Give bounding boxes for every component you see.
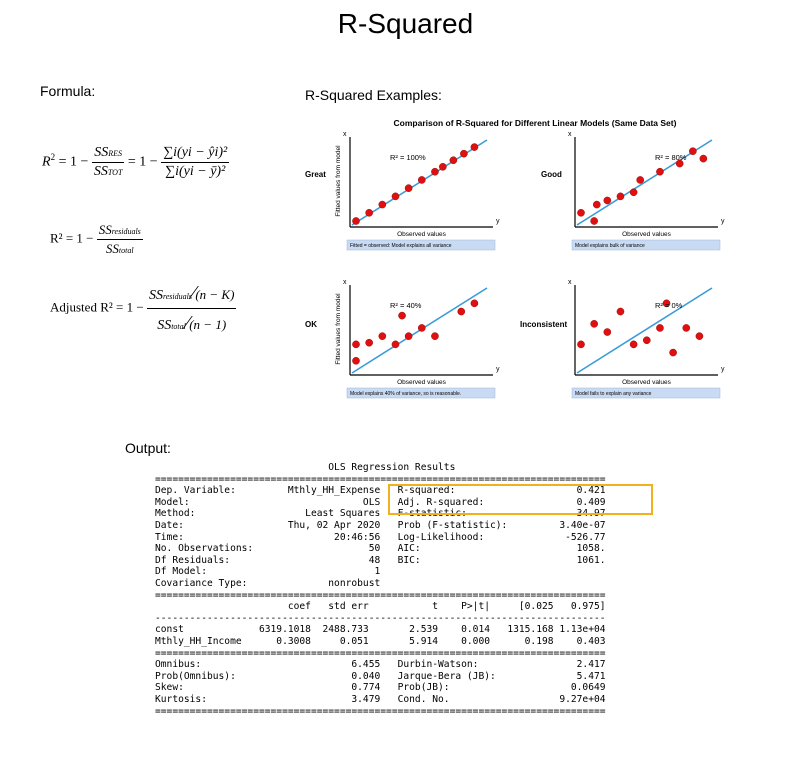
formula2-num: SS xyxy=(98,222,112,237)
r-squared-formula: $R^2 = 1$ − $\frac{\text{SSRES}}{\text{SSTOT}}$ = 1 − $\frac{\text{∑i(yi − ŷi)²}}{\text{∑i(yi − ȳ)²}}$ xyxy=(42,145,228,179)
ols-rule: ============================================================================== xyxy=(155,647,606,659)
axis-letter-y-1: x xyxy=(568,131,572,138)
data-point-3-9 xyxy=(683,324,690,331)
data-point-0-1 xyxy=(366,209,373,216)
data-point-0-2 xyxy=(379,201,386,208)
formula2-fraction xyxy=(97,222,143,257)
panel-label-0: Great xyxy=(305,170,326,179)
data-point-3-2 xyxy=(604,328,611,335)
fit-line-3 xyxy=(577,288,712,373)
data-point-2-0 xyxy=(352,357,359,364)
r-squared-highlight-box xyxy=(388,484,653,515)
formula3-den: SS xyxy=(157,318,172,333)
data-point-0-5 xyxy=(418,176,425,183)
formula-r: R xyxy=(42,154,51,170)
data-point-1-6 xyxy=(637,176,644,183)
equals-one-minus: = 1 − xyxy=(127,154,158,170)
caption-text-0: Fitted = observed: Model explains all variance xyxy=(350,243,452,249)
axis-letter-x-2: y xyxy=(496,366,500,373)
axis-letter-x-3: y xyxy=(721,366,725,373)
ss-ratio-fraction xyxy=(92,145,125,180)
caption-text-1: Model explains bulk of variance xyxy=(575,243,645,249)
adjusted-r-squared-formula xyxy=(50,282,236,335)
data-point-3-3 xyxy=(617,308,624,315)
ols-diagnostic-row: Skew: 0.774 Prob(JB): 0.0649 xyxy=(155,682,606,694)
data-point-0-3 xyxy=(392,193,399,200)
caption-text-3: Model fails to explain any variance xyxy=(575,391,652,397)
data-point-3-8 xyxy=(670,349,677,356)
ols-summary-row: Df Model: 1 xyxy=(155,566,381,578)
ss-tot-label: SS xyxy=(93,164,108,179)
ols-rule: ============================================================================== xyxy=(155,473,606,485)
data-point-3-10 xyxy=(696,333,703,340)
r-squared-examples-chart xyxy=(305,115,730,415)
data-point-3-4 xyxy=(630,341,637,348)
r-squared-residual-formula xyxy=(50,222,143,257)
axis-letter-x-1: y xyxy=(721,218,725,225)
y-axis-label-0: Fitted values from model xyxy=(335,145,342,217)
data-point-0-10 xyxy=(471,144,478,151)
ols-coef-row: Mthly_HH_Income 0.3008 0.051 5.914 0.000 0.198 0.403 xyxy=(155,636,606,647)
data-point-2-9 xyxy=(458,308,465,315)
data-point-0-9 xyxy=(460,150,467,157)
ss-res-label: SS xyxy=(94,145,109,160)
sum-ratio-fraction xyxy=(161,145,229,180)
data-point-3-5 xyxy=(643,337,650,344)
ols-summary-row: No. Observations: 50 AIC: 1058. xyxy=(155,543,606,555)
ols-summary-row: Covariance Type: nonrobust xyxy=(155,578,381,589)
examples-heading: R-Squared Examples: xyxy=(305,87,442,103)
data-point-2-6 xyxy=(405,333,412,340)
ols-rule: ============================================================================== xyxy=(155,589,606,601)
page-title: R-Squared xyxy=(337,8,474,39)
ols-summary-row: Dep. Variable: Mthly_HH_Expense R-squared: 0.421 xyxy=(155,485,606,497)
x-axis-label-2: Observed values xyxy=(397,379,446,386)
r2-text-2: R² = 40% xyxy=(390,301,422,310)
formula2-den-sub: total xyxy=(118,246,134,255)
data-point-2-5 xyxy=(398,312,405,319)
axis-letter-y-0: x xyxy=(343,131,347,138)
axis-letter-y-3: x xyxy=(568,279,572,286)
ols-coef-row: const 6319.1018 2488.733 2.539 0.014 1315.168 1.13e+04 xyxy=(155,624,606,636)
ols-diagnostic-row: Prob(Omnibus): 0.040 Jarque-Bera (JB): 5.471 xyxy=(155,670,606,682)
data-point-2-10 xyxy=(471,300,478,307)
data-point-1-10 xyxy=(700,155,707,162)
ss-res-sub: RES xyxy=(108,149,123,158)
sum-denominator: ∑i(yi − ȳ)² xyxy=(165,164,226,179)
axis-letter-x-0: y xyxy=(496,218,500,225)
data-point-0-4 xyxy=(405,185,412,192)
ss-tot-sub: TOT xyxy=(107,168,123,177)
data-point-3-0 xyxy=(577,341,584,348)
sum-numerator: ∑i(yi − ŷi)² xyxy=(161,145,229,163)
ols-rule: ============================================================================== xyxy=(155,705,606,717)
formula3-fraction: $\frac{\text{SSresiduals⁄(n − K)}}{\text{SStotal⁄(n − 1)}}$ xyxy=(148,282,235,334)
data-point-0-7 xyxy=(439,163,446,170)
formula2-lhs: R² = 1 − xyxy=(50,230,94,246)
formula3-lhs: Adjusted R² = 1 − xyxy=(50,299,144,315)
formula-heading: Formula: xyxy=(40,83,96,99)
data-point-1-0 xyxy=(577,209,584,216)
data-point-1-4 xyxy=(617,193,624,200)
ols-summary-row: Date: Thu, 02 Apr 2020 Prob (F-statistic): 3.40e-07 xyxy=(155,520,606,531)
formula3-num-div: (n − K) xyxy=(195,287,235,302)
ols-summary-row: Time: 20:46:56 Log-Likelihood: -526.77 xyxy=(155,531,606,543)
data-point-2-7 xyxy=(418,324,425,331)
formula3-num-sub: residuals xyxy=(162,292,192,301)
x-axis-label-3: Observed values xyxy=(622,379,671,386)
data-point-1-7 xyxy=(656,168,663,175)
data-point-1-5 xyxy=(630,189,637,196)
axis-letter-y-2: x xyxy=(343,279,347,286)
data-point-1-9 xyxy=(689,148,696,155)
data-point-2-1 xyxy=(352,341,359,348)
r2-text-3: R² = 0% xyxy=(655,301,683,310)
data-point-2-4 xyxy=(392,341,399,348)
ols-coef-header: coef std err t P>|t| [0.025 0.975] xyxy=(155,601,606,613)
panel-label-1: Good xyxy=(541,170,562,179)
ols-diagnostic-row: Omnibus: 6.455 Durbin-Watson: 2.417 xyxy=(155,659,606,671)
data-point-1-3 xyxy=(604,197,611,204)
y-axis-label-2: Fitted values from model xyxy=(335,293,342,365)
data-point-1-1 xyxy=(591,217,598,224)
ols-diagnostic-row: Kurtosis: 3.479 Cond. No. 9.27e+04 xyxy=(155,694,606,705)
data-point-3-6 xyxy=(656,324,663,331)
r2-text-1: R² = 80% xyxy=(655,153,687,162)
formula2-num-sub: residuals xyxy=(111,227,141,236)
ols-summary-row: Model: OLS Adj. R-squared: 0.409 xyxy=(155,496,606,508)
ols-summary-row: Method: Least Squares F-statistic: 34.97 xyxy=(155,508,606,520)
x-axis-label-1: Observed values xyxy=(622,231,671,238)
caption-text-2: Model explains 40% of variance, so is reasonable. xyxy=(350,391,462,397)
panel-label-3: Inconsistent xyxy=(520,320,568,329)
ols-summary-row: Df Residuals: 48 BIC: 1061. xyxy=(155,554,606,566)
ols-header: OLS Regression Results xyxy=(155,462,456,473)
formula3-den-sub: total xyxy=(171,322,186,331)
panel-label-2: OK xyxy=(305,320,317,329)
data-point-3-1 xyxy=(591,320,598,327)
data-point-2-3 xyxy=(379,333,386,340)
ols-rule-dash: ------------------------------------------------------------------------------ xyxy=(155,612,606,624)
formula3-num: SS xyxy=(148,288,163,303)
data-point-0-6 xyxy=(431,168,438,175)
data-point-0-0 xyxy=(352,217,359,224)
chart-title: Comparison of R-Squared for Different Linear Models (Same Data Set) xyxy=(393,118,677,128)
output-heading: Output: xyxy=(125,440,171,456)
data-point-2-8 xyxy=(431,333,438,340)
formula2-den: SS xyxy=(105,241,119,256)
data-point-2-2 xyxy=(366,339,373,346)
formula3-den-div: (n − 1) xyxy=(189,317,227,332)
r2-text-0: R² = 100% xyxy=(390,153,426,162)
data-point-1-2 xyxy=(593,201,600,208)
x-axis-label-0: Observed values xyxy=(397,231,446,238)
data-point-0-8 xyxy=(450,157,457,164)
